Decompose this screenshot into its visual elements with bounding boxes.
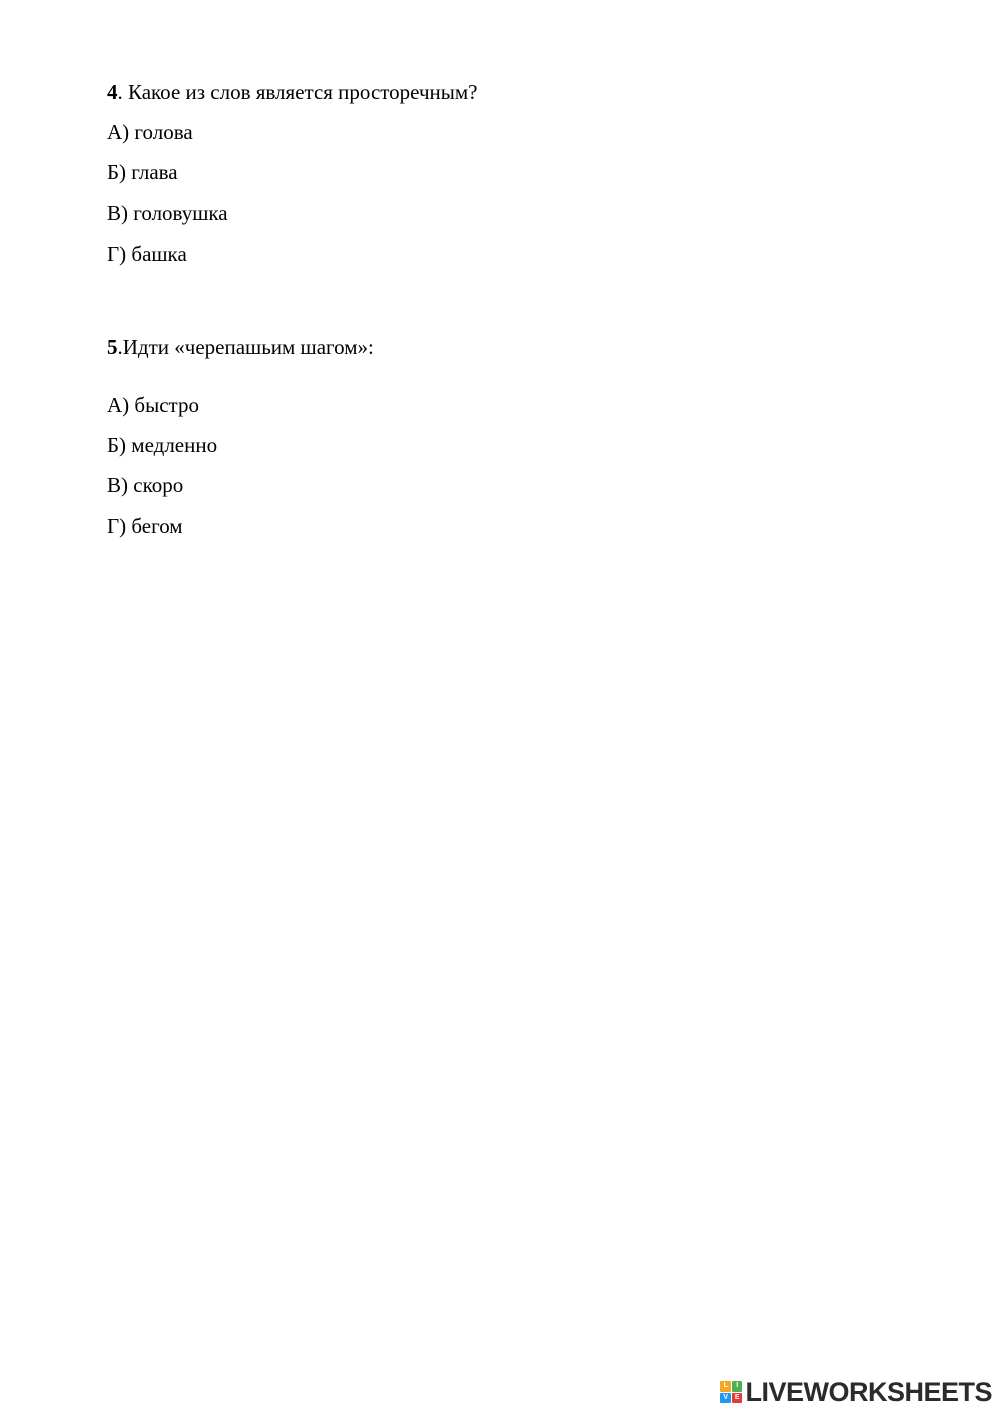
question-4-option-a: А) голова — [107, 120, 193, 144]
liveworksheets-watermark — [720, 1377, 992, 1407]
watermark-text: LIVEWORKSHEETS — [745, 1377, 992, 1407]
logo-letter-i: I — [732, 1381, 743, 1392]
logo-letter-v: V — [720, 1393, 731, 1404]
question-4-option-c: В) головушка — [107, 201, 228, 225]
question-5-option-a: А) быстро — [107, 393, 199, 417]
question-4-text: . Какое из слов является просторечным? — [117, 80, 478, 104]
liveworksheets-logo-icon — [720, 1381, 742, 1403]
question-5-text: .Идти «черепашьим шагом»: — [117, 335, 374, 359]
question-5-option-d: Г) бегом — [107, 514, 183, 538]
question-5-option-b: Б) медленно — [107, 433, 218, 457]
question-5-number: 5 — [107, 335, 118, 359]
question-4-option-b: Б) глава — [107, 160, 178, 184]
question-5-title — [107, 334, 374, 360]
question-4-number: 4 — [107, 80, 118, 104]
question-5-option-c: В) скоро — [107, 473, 184, 497]
logo-letter-e: E — [732, 1393, 743, 1404]
question-4-title — [107, 79, 477, 105]
logo-letter-l: L — [720, 1381, 731, 1392]
question-4-option-d: Г) башка — [107, 242, 187, 266]
